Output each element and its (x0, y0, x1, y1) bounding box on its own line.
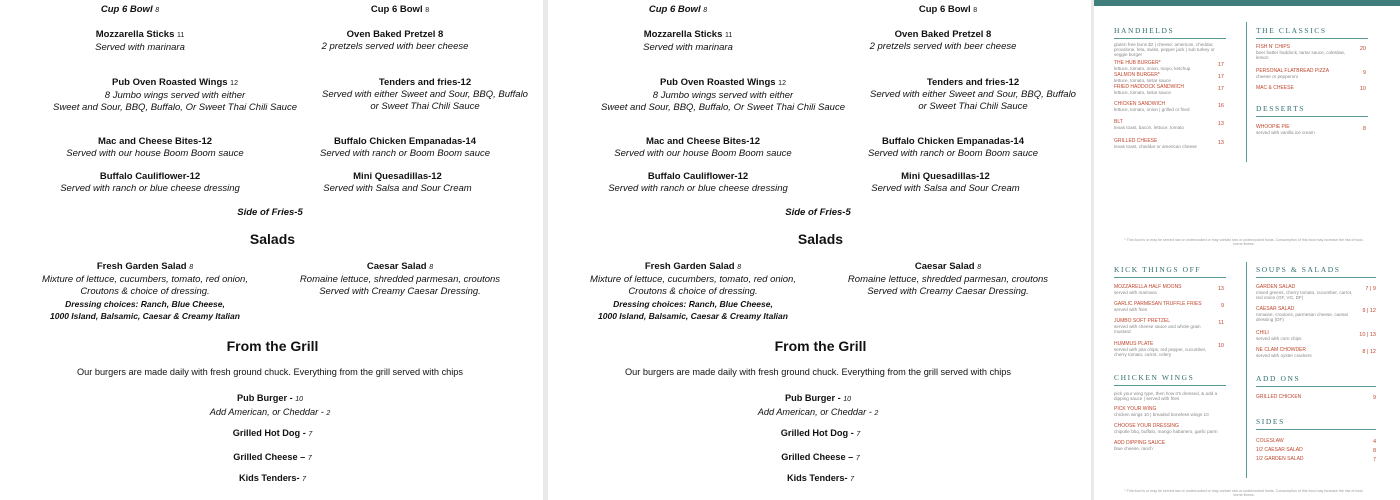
empanadas-item: Buffalo Chicken Empanadas-14 Served with ranch or Boom Boom sauce (867, 136, 1039, 159)
grill-intro: Our burgers are made daily with fresh ground chuck. Everything from the grill served with chips (76, 367, 464, 377)
menu-price: 13 (1217, 286, 1224, 292)
grill-intro: Our burgers are made daily with fresh ground chuck. Everything from the grill served with chips (624, 367, 1012, 377)
menu-price: 9 (1372, 395, 1376, 401)
menu-item: GARDEN SALAD mixed greens, cherry tomato, cucumber, carrot, red onion (GF, VG, DF) (1256, 284, 1353, 301)
menu-item: GRILLED CHEESE texas toast, cheddar or american cheese (1114, 138, 1197, 150)
divider (1114, 38, 1226, 39)
printed-menu-preview (1094, 0, 1400, 500)
garden-salad-item: Fresh Garden Salad 8 Mixture of lettuce, cucumbers, tomato, red onion, Croutons & choice of dressing. Dressing choices: Ranch, Blue Cheese, 1000 Island, Balsamic, Caesar & Creamy Italian (42, 261, 248, 321)
menu-price: 9 (1362, 70, 1366, 76)
caesar-salad-item: Caesar Salad 8 Romaine lettuce, shredded parmesan, croutons Served with Creamy Caesar Dressing. (847, 261, 1049, 297)
handhelds-note: gluten free buns $2 | cheese: american, cheddar, provolone, feta, swiss, pepper jack | sub turkey or veggie burger (1114, 42, 1215, 58)
menu-page-middle (548, 0, 1091, 500)
menu-price: 8 (1362, 126, 1366, 132)
beer-cheese-cup-item: Cup 6 Bowl 8 (370, 4, 430, 15)
cauliflower-item: Buffalo Cauliflower-12 Served with ranch or blue cheese dressing (60, 171, 240, 194)
wings-note: pick your wing type, then how it's dressed, & add a dipping sauce | served with fries (1114, 391, 1218, 402)
menu-price: 13 (1217, 140, 1224, 146)
menu-price: 16 (1217, 103, 1224, 109)
menu-item: GARLIC PARMESAN TRUFFLE FRIES served with fries (1114, 301, 1202, 313)
menu-item: 1/2 GARDEN SALAD (1256, 456, 1304, 462)
menu-price: 10 (1359, 86, 1366, 92)
menu-price: 10 (1217, 343, 1224, 349)
menu-item: CHICKEN SANDWICH lettuce, tomato, onion | grilled or fried (1114, 101, 1190, 113)
side-fries: Side of Fries-5 (785, 207, 851, 218)
menu-price: 17 (1217, 74, 1224, 80)
chowder-cup-item: Cup 6 Bowl 8 (648, 4, 708, 15)
hotdog-item: Grilled Hot Dog - 7 (232, 428, 313, 438)
menu-item: BLT texas toast, bacon, lettuce, tomato (1114, 119, 1184, 131)
menu-price: 13 (1217, 121, 1224, 127)
mac-bites-item: Mac and Cheese Bites-12 Served with our house Boom Boom sauce (66, 136, 244, 159)
column-divider (1246, 22, 1247, 162)
menu-item: NE CLAM CHOWDER served with oyster crackers (1256, 347, 1312, 359)
menu-item: CHOOSE YOUR DRESSING chipotle bbq, buffalo, mango habanero, garlic parm (1114, 423, 1218, 435)
pretzel-item: Oven Baked Pretzel 8 2 pretzels served with beer cheese (869, 29, 1017, 52)
grill-heading: From the Grill (226, 338, 319, 354)
sides-heading: SIDES (1256, 417, 1285, 426)
menu-item: FRIED HADDOCK SANDWICH lettuce, tomato, tartar sauce (1114, 84, 1185, 96)
disclaimer: * This food is or may be served raw or undercooked or may contain raw or undercooked foods. Consumption of this food may increase the risk of food-borne illness. (1124, 489, 1364, 498)
kids-tenders-item: Kids Tenders- 7 (238, 473, 307, 483)
empanadas-item: Buffalo Chicken Empanadas-14 Served with ranch or Boom Boom sauce (319, 136, 491, 159)
menu-price: 11 (1218, 320, 1224, 326)
caesar-salad-item: Caesar Salad 8 Romaine lettuce, shredded parmesan, croutons Served with Creamy Caesar Dressing. (299, 261, 501, 297)
menu-price: 17 (1217, 62, 1224, 68)
handhelds-heading: HANDHELDS (1114, 26, 1175, 35)
menu-item: MOZZARELLA HALF MOONS served with marinara (1114, 284, 1182, 296)
addons-heading: ADD ONS (1256, 374, 1301, 383)
side-fries: Side of Fries-5 (237, 207, 303, 218)
menu-price: 8 (1372, 448, 1376, 454)
chowder-cup-item: Cup 6 Bowl 8 (100, 4, 160, 15)
burger-item: Pub Burger - 10 Add American, or Cheddar - 2 (209, 393, 331, 417)
mac-bites-item: Mac and Cheese Bites-12 Served with our house Boom Boom sauce (614, 136, 792, 159)
cauliflower-item: Buffalo Cauliflower-12 Served with ranch or blue cheese dressing (608, 171, 788, 194)
menu-item: PERSONAL FLATBREAD PIZZA cheese or pepperoni (1256, 68, 1330, 80)
pretzel-item: Oven Baked Pretzel 8 2 pretzels served with beer cheese (321, 29, 469, 52)
mozzarella-item: Mozzarella Sticks 11 Served with marinara (643, 29, 733, 53)
classics-heading: THE CLASSICS (1256, 26, 1327, 35)
garden-salad-item: Fresh Garden Salad 8 Mixture of lettuce, cucumbers, tomato, red onion, Croutons & choice of dressing. Dressing choices: Ranch, Blue Cheese, 1000 Island, Balsamic, Caesar & Creamy Italian (590, 261, 796, 321)
column-divider (1246, 262, 1247, 478)
menu-price: 20 (1359, 46, 1366, 52)
grilled-cheese-item: Grilled Cheese – 7 (233, 452, 312, 462)
divider (1256, 429, 1376, 430)
grill-heading: From the Grill (774, 338, 867, 354)
menu-item: CHILI served with corn chips (1256, 330, 1302, 342)
menu-item: CAESAR SALAD romaine, croutons, parmesan cheese, caesar dressing (DF) (1256, 306, 1349, 323)
menu-item: SALMON BURGER* lettuce, tomato, tartar sauce (1114, 72, 1171, 84)
menu-item: WHOOPIE PIE served with vanilla ice cream (1256, 124, 1315, 136)
tenders-item: Tenders and fries-12 Served with either Sweet and Sour, BBQ, Buffalo or Sweet Thai Chili Sauce (870, 77, 1076, 112)
divider (1114, 385, 1226, 386)
divider (1256, 386, 1376, 387)
menu-price: 8 | 12 (1362, 349, 1376, 355)
wings-item: Pub Oven Roasted Wings 12 8 Jumbo wings served with either Sweet and Sour, BBQ, Buffalo, Or Sweet Thai Chili Sauce (601, 77, 845, 113)
hotdog-item: Grilled Hot Dog - 7 (780, 428, 861, 438)
menu-item: COLESLAW (1256, 438, 1284, 444)
disclaimer: * This food is or may be served raw or undercooked or may contain raw or undercooked foods. Consumption of this food may increase the risk of food-borne illness. (1124, 238, 1364, 247)
burger-item: Pub Burger - 10 Add American, or Cheddar - 2 (757, 393, 879, 417)
menu-price: 7 (1372, 457, 1376, 463)
salads-heading: Salads (249, 231, 296, 247)
divider (1256, 116, 1368, 117)
menu-price: 7 | 9 (1365, 286, 1376, 292)
grilled-cheese-item: Grilled Cheese – 7 (781, 452, 860, 462)
menu-item: THE HUB BURGER* lettuce, tomato, onion, mayo, ketchup (1114, 60, 1191, 72)
divider (1256, 277, 1376, 278)
desserts-heading: DESSERTS (1256, 104, 1306, 113)
menu-item: GRILLED CHICKEN (1256, 394, 1302, 400)
divider (1256, 38, 1368, 39)
menu-page-left (0, 0, 543, 500)
menu-price: 17 (1217, 86, 1224, 92)
menu-item: FISH N' CHIPS beer batter haddock, tartar sauce, coleslaw, lemon (1256, 44, 1345, 61)
quesadillas-item: Mini Quesadillas-12 Served with Salsa and Sour Cream (323, 171, 472, 194)
menu-item: ADD DIPPING SAUCE blue cheese, ranch (1114, 440, 1166, 452)
mozzarella-item: Mozzarella Sticks 11 Served with marinara (95, 29, 185, 53)
beer-cheese-cup-item: Cup 6 Bowl 8 (918, 4, 978, 15)
kids-tenders-item: Kids Tenders- 7 (786, 473, 855, 483)
wings-heading: CHICKEN WINGS (1114, 373, 1195, 382)
menu-item: HUMMUS PLATE served with pita chips, red pepper, cucumber, cherry tomato, carrot, celery (1114, 341, 1207, 358)
tenders-item: Tenders and fries-12 Served with either Sweet and Sour, BBQ, Buffalo or Sweet Thai Chili Sauce (322, 77, 528, 112)
kick-heading: KICK THINGS OFF (1114, 265, 1202, 274)
divider (1114, 277, 1226, 278)
menu-item: 1/2 CAESAR SALAD (1256, 447, 1303, 453)
salads-heading: Salads (797, 231, 844, 247)
quesadillas-item: Mini Quesadillas-12 Served with Salsa and Sour Cream (871, 171, 1020, 194)
menu-item: MAC & CHEESE (1256, 85, 1294, 91)
menu-price: 9 | 12 (1362, 308, 1376, 314)
menu-item: JUMBO SOFT PRETZEL served with cheese sauce and whole grain mustard (1114, 318, 1201, 335)
menu-price: 9 (1220, 303, 1224, 309)
soups-heading: SOUPS & SALADS (1256, 265, 1341, 274)
wings-item: Pub Oven Roasted Wings 12 8 Jumbo wings served with either Sweet and Sour, BBQ, Buffalo, Or Sweet Thai Chili Sauce (53, 77, 297, 113)
menu-price: 4 (1372, 439, 1376, 445)
menu-price: 10 | 13 (1359, 332, 1376, 338)
menu-item: PICK YOUR WING chicken wings 10 | breaded boneless wings 10 (1114, 406, 1209, 418)
menu-top-band (1094, 0, 1400, 6)
